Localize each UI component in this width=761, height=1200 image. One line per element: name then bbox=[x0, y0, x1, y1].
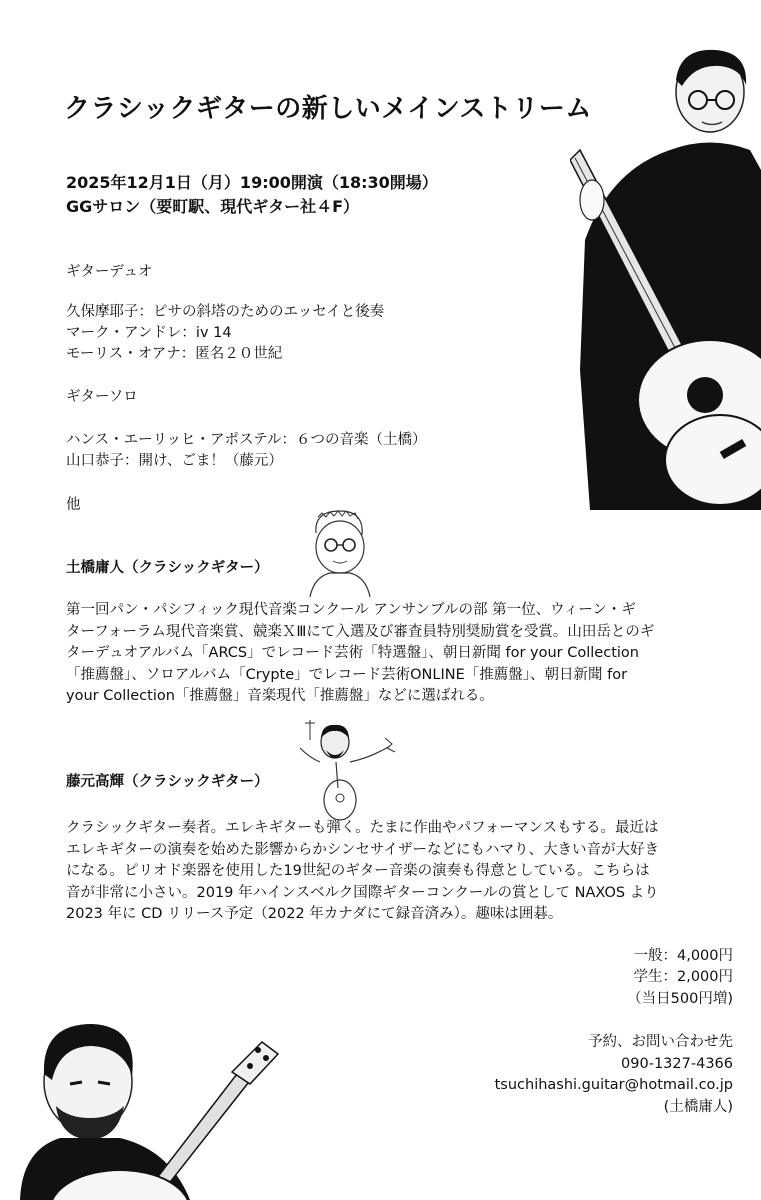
bio-line: になる。ピリオド楽器を使用した19世紀のギター音楽の演奏も得意としている。こちらは bbox=[66, 863, 650, 879]
bio-line: 音が非常に小さい。2019 年ハインスベルク国際ギターコンクールの賞として NAXOS より bbox=[66, 884, 659, 901]
guitarist-photo-bottom bbox=[0, 1010, 290, 1200]
price-door: （当日500円増) bbox=[627, 991, 733, 1007]
bio-line: ターフォーラム現代音楽賞、競楽ＸⅢにて入選及び審査員特別奨励賞を受賞。山田岳とのギ bbox=[66, 623, 655, 640]
contact-phone: 090-1327-4366 bbox=[621, 1056, 733, 1072]
program-other: 他 bbox=[66, 497, 81, 513]
duo-item: モーリス・オアナ：匿名２０世紀 bbox=[66, 346, 283, 362]
bio-line: your Collection「推薦盤」音楽現代「推薦盤」などに選ばれる。 bbox=[66, 688, 494, 704]
contact-person: (土橋庸人) bbox=[663, 1099, 733, 1115]
bio-line: 第一回パン・パシフィック現代音楽コンクール アンサンブルの部 第一位、ウィーン・ギ bbox=[66, 602, 636, 618]
bio-line: ターデュオアルバム「ARCS」でレコード芸術「特選盤」、朝日新聞 for your Collection bbox=[66, 645, 639, 661]
performer-bio-tsuchihashi bbox=[66, 600, 706, 708]
caricature-sketch-tsuchihashi bbox=[300, 505, 380, 600]
bio-line: 2023 年に CD リリース予定（2022 年カナダにて録音済み）。趣味は囲碁。 bbox=[66, 906, 563, 922]
duo-heading: ギターデュオ bbox=[66, 264, 153, 280]
performer-name-tsuchihashi: 土橋庸人（クラシックギター） bbox=[66, 560, 269, 576]
event-venue: GGサロン（要町駅、現代ギター社４F） bbox=[66, 197, 360, 216]
contact-heading: 予約、お問い合わせ先 bbox=[588, 1034, 733, 1050]
solo-item: 山口恭子：開け、ごま！（藤元） bbox=[66, 453, 283, 469]
caricature-sketch-fujimoto bbox=[290, 718, 400, 828]
bio-line: クラシックギター奏者。エレキギターも弾く。たまに作曲やパフォーマンスもする。最近は bbox=[66, 820, 659, 836]
duo-item: マーク・アンドレ：iv 14 bbox=[66, 325, 232, 341]
page-title: クラシックギターの新しいメインストリーム bbox=[64, 94, 592, 124]
performer-bio-fujimoto bbox=[66, 818, 706, 926]
contact-email: tsuchihashi.guitar@hotmail.co.jp bbox=[494, 1077, 733, 1093]
solo-item: ハンス・エーリッヒ・アポステル：６つの音楽（土橋） bbox=[66, 432, 427, 448]
guitarist-photo-top bbox=[570, 40, 761, 540]
bio-line: 「推薦盤」、ソロアルバム「Crypte」でレコード芸術ONLINE「推薦盤」、朝日新聞 for bbox=[66, 666, 628, 683]
duo-item: 久保摩耶子：ピサの斜塔のためのエッセイと後奏 bbox=[66, 304, 385, 320]
price-general: 一般：4,000円 bbox=[633, 948, 733, 964]
event-date: 2025年12月1日（月）19:00開演（18:30開場） bbox=[66, 173, 438, 192]
solo-heading: ギターソロ bbox=[66, 389, 138, 405]
performer-name-fujimoto: 藤元高輝（クラシックギター） bbox=[66, 774, 269, 790]
bio-line: エレキギターの演奏を始めた影響からかシンセサイザーなどにもハマり、大きい音が大好き bbox=[66, 841, 659, 858]
price-student: 学生：2,000円 bbox=[633, 969, 733, 985]
